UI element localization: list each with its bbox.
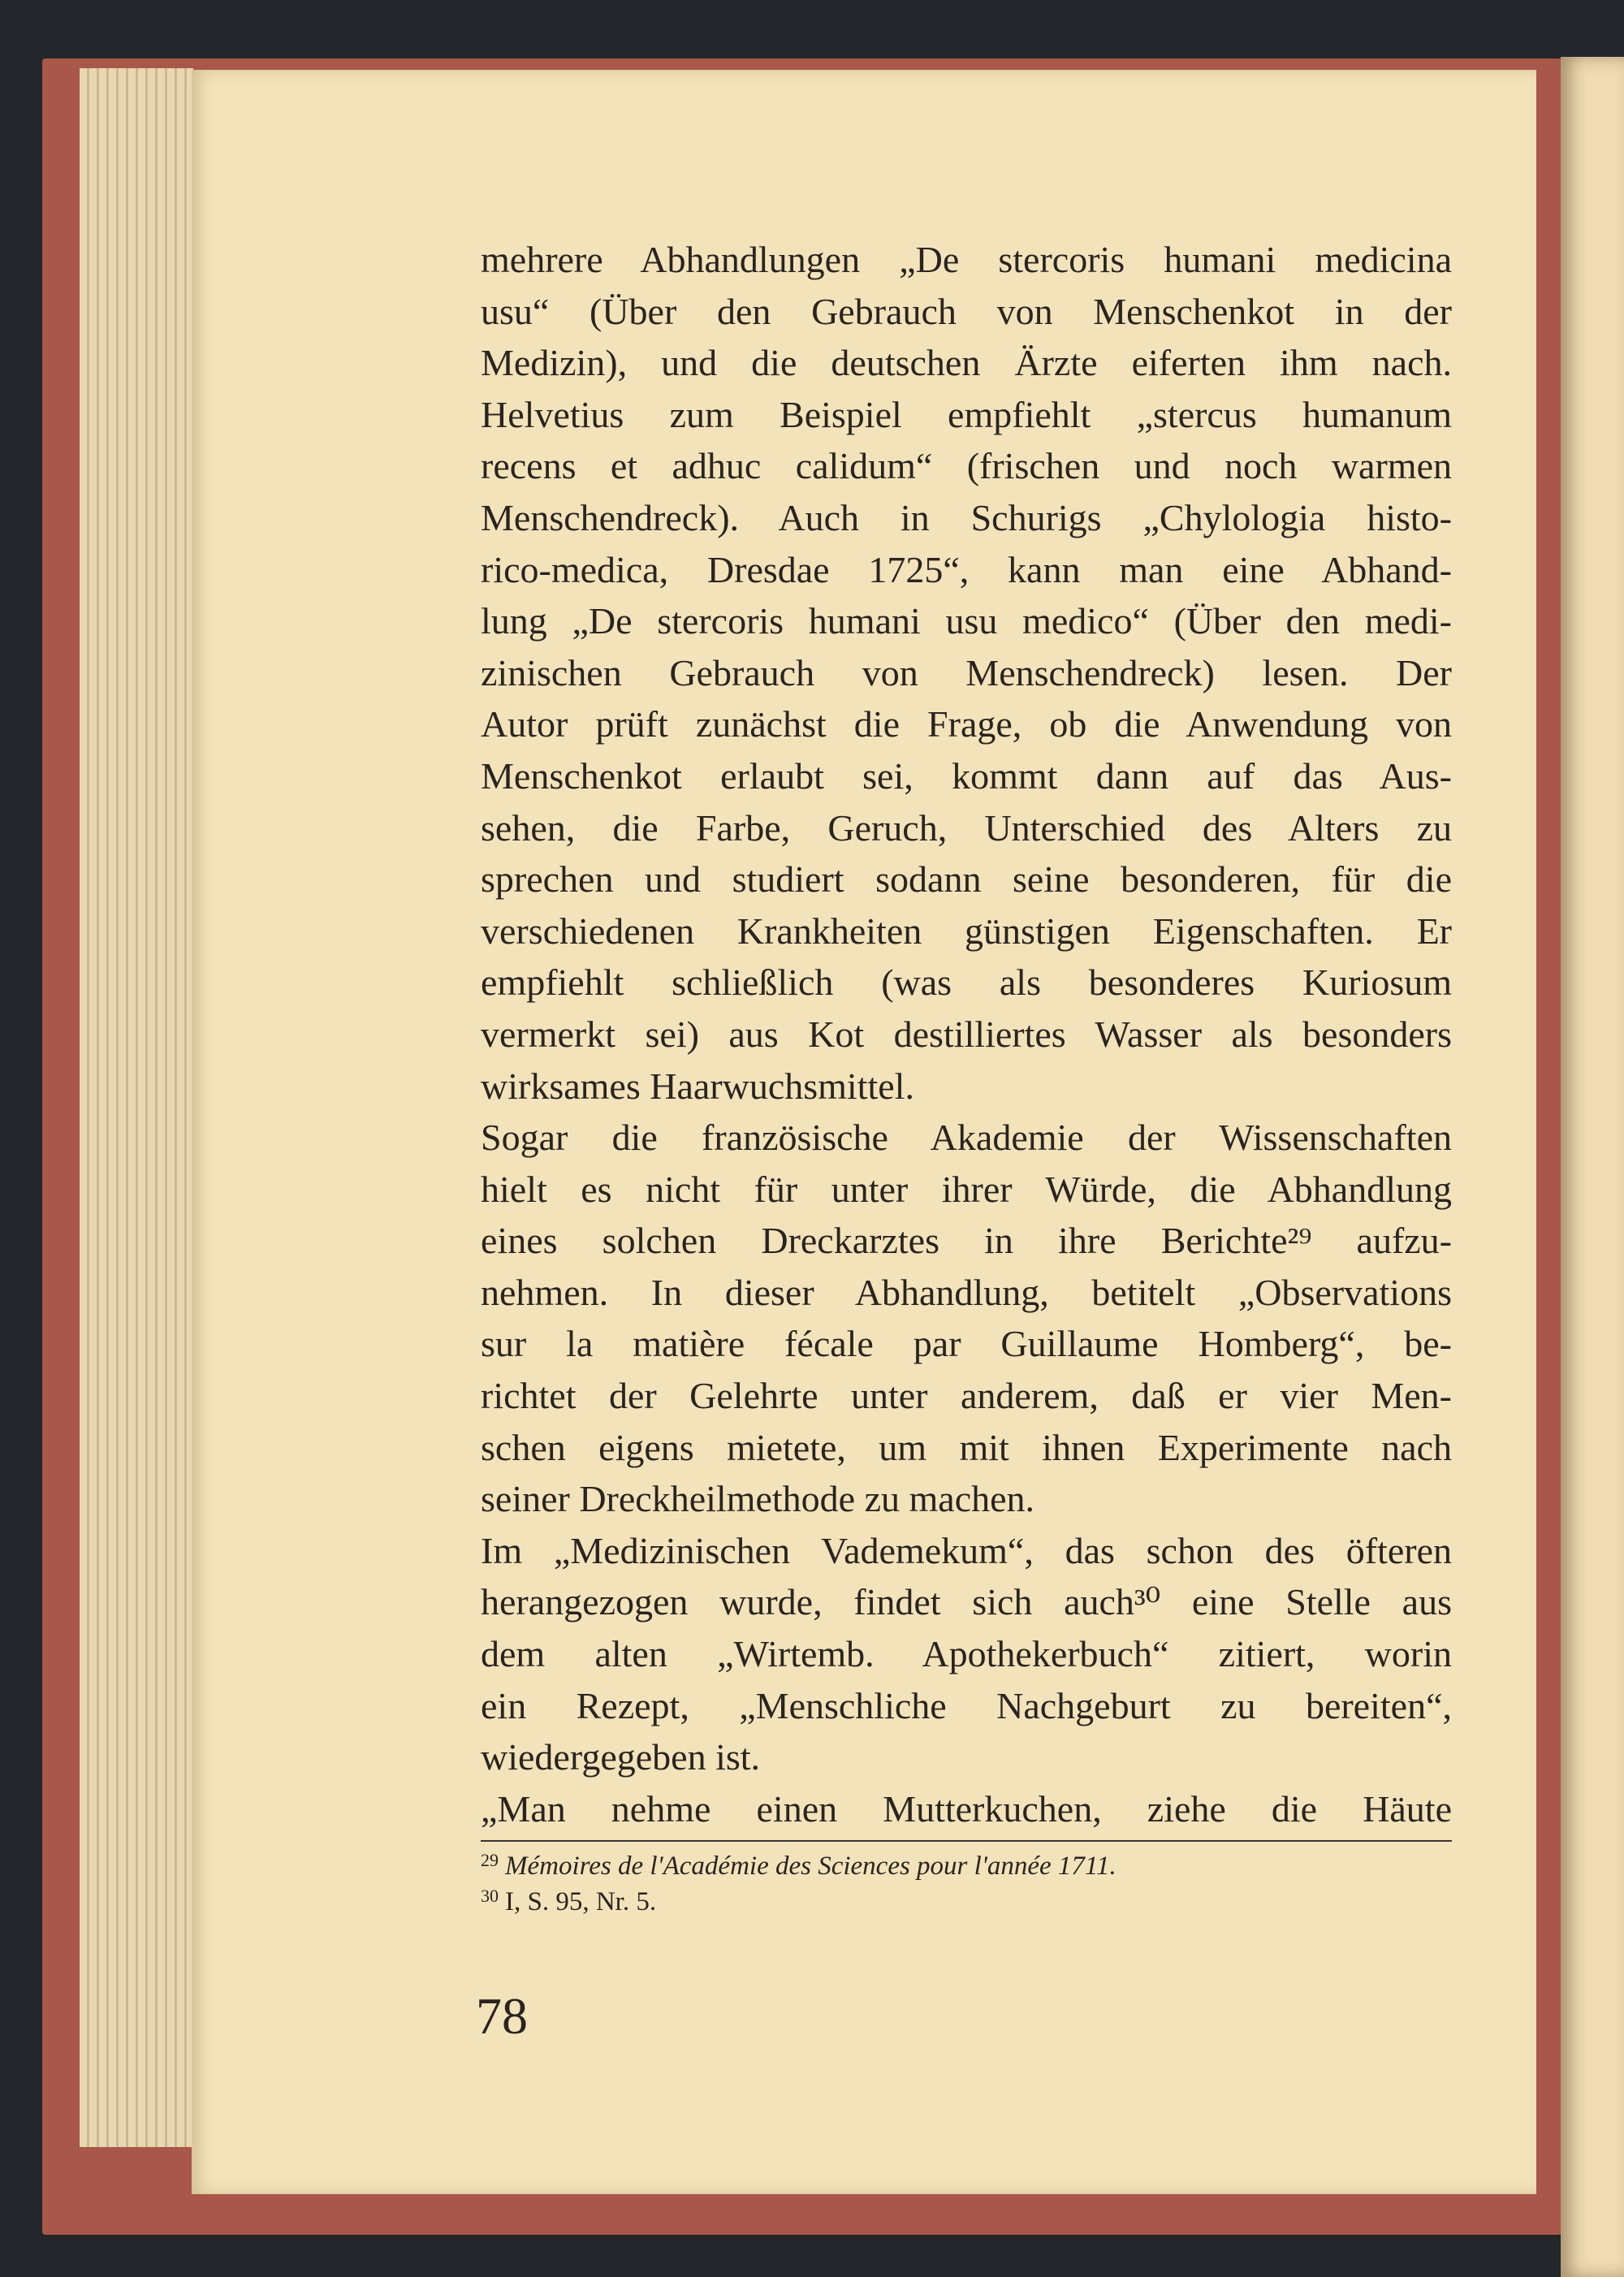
footnote-divider — [481, 1840, 1452, 1842]
footnote-text: Mémoires de l'Académie des Sciences pour l'année 1711. — [505, 1851, 1116, 1881]
text-line: sprechen und studiert sodann seine besonderen, für die — [481, 858, 1452, 901]
text-line: wiedergegeben ist. — [481, 1736, 761, 1778]
text-line: „Man nehme einen Mutterkuchen, ziehe die Häute — [481, 1787, 1452, 1830]
text-line: rico-medica, Dresdae 1725“, kann man eine Abhand- — [481, 548, 1452, 590]
footnote — [481, 1884, 1452, 1920]
footnotes — [481, 1848, 1452, 1920]
footnote-number: 30 — [481, 1886, 499, 1906]
text-line: lung „De stercoris humani usu medico“ (Über den medi- — [481, 600, 1452, 642]
text-line: schen eigens mietete, um mit ihnen Experimente nach — [481, 1426, 1452, 1468]
page-number: 78 — [476, 1987, 528, 2045]
text-line: Sogar die französische Akademie der Wissenschaften — [481, 1117, 1452, 1159]
text-line: Im „Medizinischen Vademekum“, das schon des öfteren — [481, 1529, 1452, 1571]
text-line: sehen, die Farbe, Geruch, Unterschied des Alters zu — [481, 806, 1452, 849]
page-edges — [80, 68, 193, 2147]
footnote-text: I, S. 95, Nr. 5. — [505, 1887, 657, 1916]
text-line: empfiehlt schließlich (was als besonderes Kuriosum — [481, 961, 1452, 1004]
text-line: mehrere Abhandlungen „De stercoris humani medicina — [481, 239, 1452, 280]
text-line: Menschendreck). Auch in Schurigs „Chylologia histo- — [481, 496, 1452, 538]
text-line: Autor prüft zunächst die Frage, ob die Anwendung von — [481, 703, 1452, 745]
text-line: dem alten „Wirtemb. Apothekerbuch“ zitiert, worin — [481, 1633, 1452, 1675]
body-text — [481, 234, 1452, 1834]
text-line: wirksames Haarwuchsmittel. — [481, 1065, 914, 1107]
text-line: ein Rezept, „Menschliche Nachgeburt zu bereiten“, — [481, 1684, 1452, 1726]
text-line: vermerkt sei) aus Kot destilliertes Wasser als besonders — [481, 1013, 1452, 1055]
next-page-edge — [1561, 57, 1624, 2277]
text-line: herangezogen wurde, findet sich auch³⁰ eine Stelle aus — [481, 1581, 1452, 1623]
footnote-number: 29 — [481, 1850, 499, 1870]
text-line: nehmen. In dieser Abhandlung, betitelt „Observations — [481, 1271, 1452, 1313]
text-line: Medizin), und die deutschen Ärzte eiferten ihm nach. — [481, 342, 1452, 384]
text-line: zinischen Gebrauch von Menschendreck) lesen. Der — [481, 651, 1452, 693]
text-line: seiner Dreckheilmethode zu machen. — [481, 1478, 1035, 1520]
text-line: richtet der Gelehrte unter anderem, daß er vier Men- — [481, 1375, 1452, 1417]
text-line: hielt es nicht für unter ihrer Würde, die Abhandlung — [481, 1168, 1452, 1210]
text-line: eines solchen Dreckarztes in ihre Berichte²⁹ aufzu- — [481, 1220, 1452, 1262]
text-line: recens et adhuc calidum“ (frischen und noch warmen — [481, 445, 1452, 487]
text-line: Helvetius zum Beispiel empfiehlt „stercus humanum — [481, 393, 1452, 435]
text-line: usu“ (Über den Gebrauch von Menschenkot in der — [481, 290, 1452, 332]
text-line: sur la matière fécale par Guillaume Homberg“, be- — [481, 1323, 1452, 1365]
footnote — [481, 1848, 1452, 1884]
text-line: verschiedenen Krankheiten günstigen Eigenschaften. Er — [481, 910, 1452, 952]
text-line: Menschenkot erlaubt sei, kommt dann auf das Aus- — [481, 754, 1452, 797]
